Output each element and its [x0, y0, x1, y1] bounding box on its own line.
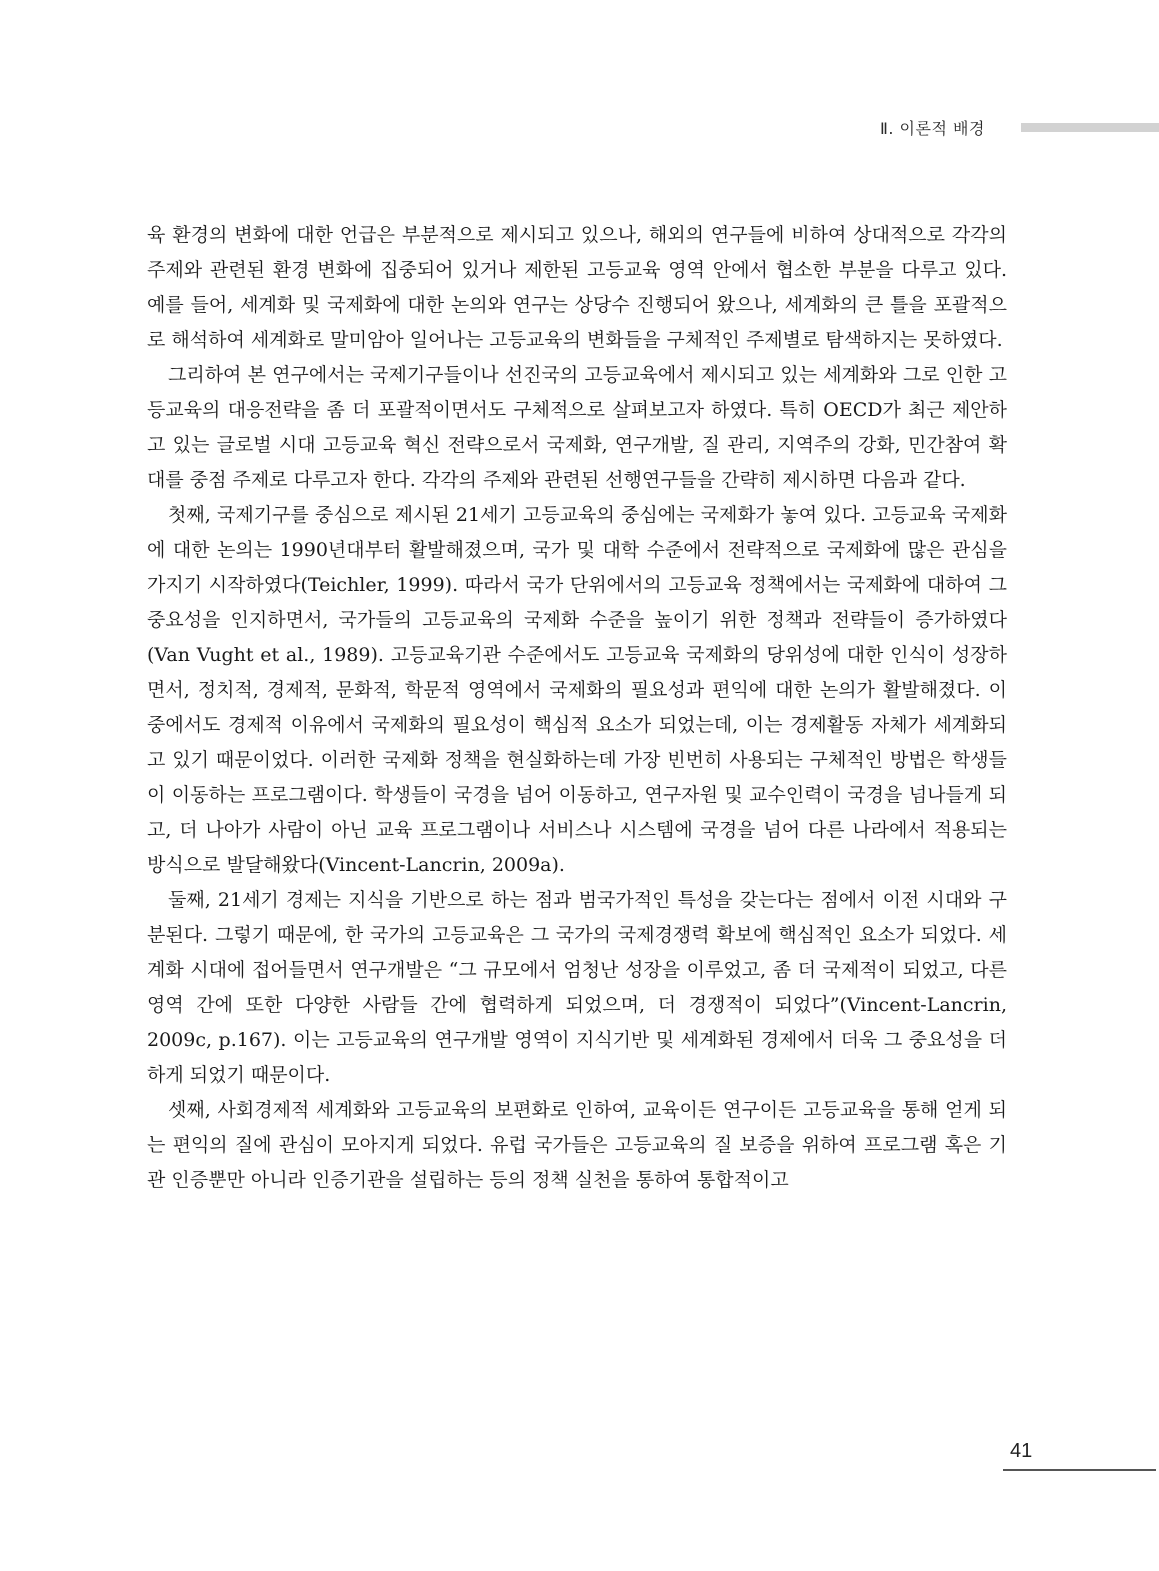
chapter-title: Ⅱ. 이론적 배경 [880, 118, 985, 138]
paragraph: 둘째, 21세기 경제는 지식을 기반으로 하는 점과 범국가적인 특성을 갖는다는 점에서 이전 시대와 구분된다. 그렇기 때문에, 한 국가의 고등교육은 그 국가의 국제경쟁력 확보에 핵심적인 요소가 되었다. 세계화 시대에 접어들면서 연구개발은 “그 규모에서 엄청난 성장을 이루었고, 좀 더 국제적이 되었고, 다른 영역 간에 또한 다양한 사람들 간에 협력하게 되었으며, 더 경쟁적이 되었다”(Vincent-Lancrin, 2009c, p.167). 이는 고등교육의 연구개발 영역이 지식기반 및 세계화된 경제에서 더욱 그 중요성을 더하게 되었기 때문이다. [147, 889, 1007, 1086]
paragraph: 첫째, 국제기구를 중심으로 제시된 21세기 고등교육의 중심에는 국제화가 놓여 있다. 고등교육 국제화에 대한 논의는 1990년대부터 활발해졌으며, 국가 및 대학 수준에서 전략적으로 국제화에 많은 관심을 가지기 시작하였다(Teichler, 1999). 따라서 국가 단위에서의 고등교육 정책에서는 국제화에 대하여 그 중요성을 인지하면서, 국가들의 고등교육의 국제화 수준을 높이기 위한 정책과 전략들이 증가하였다(Van Vught et al., 1989). 고등교육기관 수준에서도 고등교육 국제화의 당위성에 대한 인식이 성장하면서, 정치적, 경제적, 문화적, 학문적 영역에서 국제화의 필요성과 편익에 대한 논의가 활발해졌다. 이 중에서도 경제적 이유에서 국제화의 필요성이 핵심적 요소가 되었는데, 이는 경제활동 자체가 세계화되고 있기 때문이었다. 이러한 국제화 정책을 현실화하는데 가장 빈번히 사용되는 구체적인 방법은 학생들이 이동하는 프로그램이다. 학생들이 국경을 넘어 이동하고, 연구자원 및 교수인력이 국경을 넘나들게 되고, 더 나아가 사람이 아닌 교육 프로그램이나 서비스나 시스템에 국경을 넘어 다른 나라에서 적용되는 방식으로 발달해왔다(Vincent-Lancrin, 2009a). [147, 504, 1007, 876]
paragraph: 그리하여 본 연구에서는 국제기구들이나 선진국의 고등교육에서 제시되고 있는 세계화와 그로 인한 고등교육의 대응전략을 좀 더 포괄적이면서도 구체적으로 살펴보고자 하였다. 특히 OECD가 최근 제안하고 있는 글로벌 시대 고등교육 혁신 전략으로서 국제화, 연구개발, 질 관리, 지역주의 강화, 민간참여 확대를 중점 주제로 다루고자 한다. 각각의 주제와 관련된 선행연구들을 간략히 제시하면 다음과 같다. [147, 364, 1007, 491]
header-decorative-bar [1021, 123, 1159, 132]
page-number: 41 [1010, 1440, 1033, 1462]
footer-rule [1003, 1469, 1156, 1471]
paragraph: 셋째, 사회경제적 세계화와 고등교육의 보편화로 인하여, 교육이든 연구이든 고등교육을 통해 얻게 되는 편익의 질에 관심이 모아지게 되었다. 유럽 국가들은 고등교육의 질 보증을 위하여 프로그램 혹은 기관 인증뿐만 아니라 인증기관을 설립하는 등의 정책 실천을 통하여 통합적이고 [147, 1099, 1008, 1191]
paragraph: 육 환경의 변화에 대한 언급은 부분적으로 제시되고 있으나, 해외의 연구들에 비하여 상대적으로 각각의 주제와 관련된 환경 변화에 집중되어 있거나 제한된 고등교육 영역 안에서 협소한 부분을 다루고 있다. 예를 들어, 세계화 및 국제화에 대한 논의와 연구는 상당수 진행되어 왔으나, 세계화의 큰 틀을 포괄적으로 해석하여 세계화로 말미암아 일어나는 고등교육의 변화들을 구체적인 주제별로 탐색하지는 못하였다. [147, 224, 1007, 351]
body-text [147, 218, 1007, 1198]
running-header [880, 112, 985, 142]
